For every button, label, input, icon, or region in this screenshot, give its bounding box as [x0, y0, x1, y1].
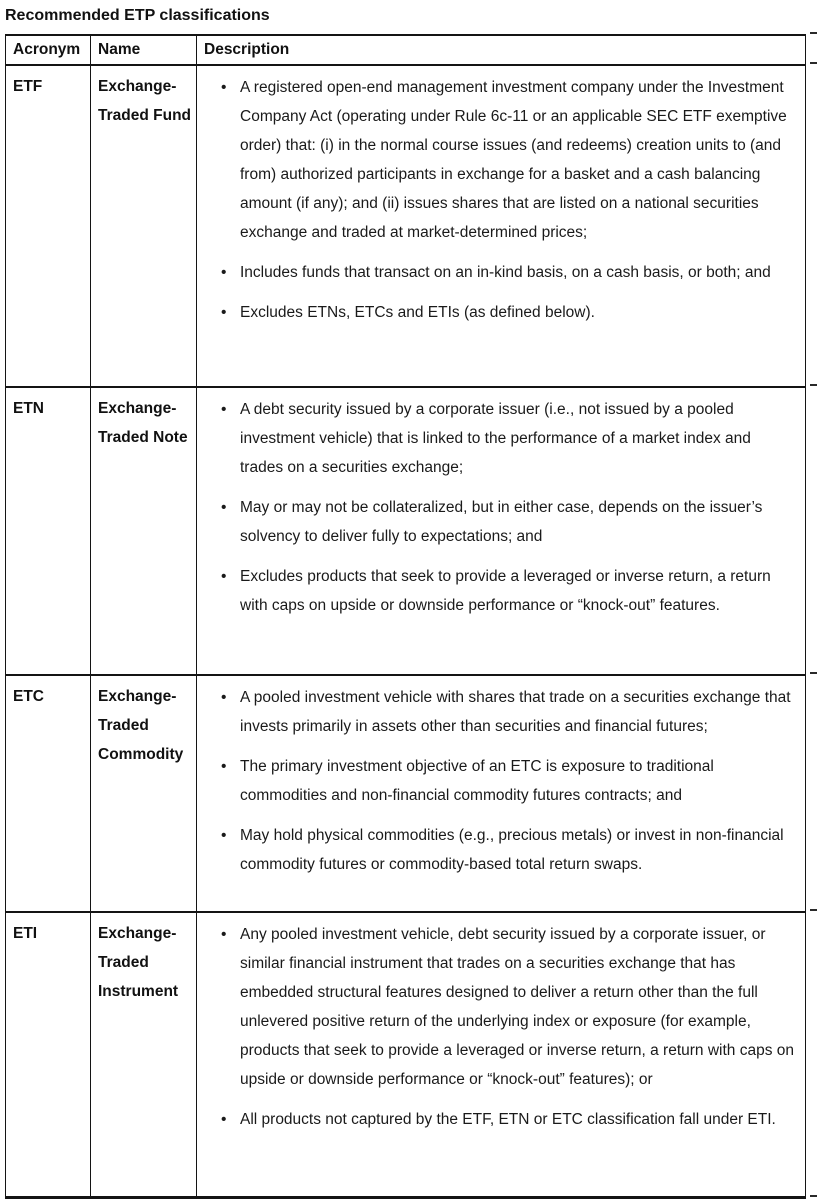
crop-artifact-tick: [810, 909, 817, 911]
bullet-point: • A debt security issued by a corporate issuer (i.e., not issued by a pooled investment vehicle) that is linked to the performance of a market index and trades on a securities exchange;: [204, 395, 797, 482]
crop-artifact-tick: [810, 32, 817, 34]
name-cell: Exchange-Traded Fund: [91, 65, 197, 387]
table-row-eti: [6, 912, 806, 1197]
acronym-cell: ETN: [6, 387, 91, 675]
header-cell-name: Name: [91, 35, 197, 65]
crop-artifact-tick: [810, 62, 817, 64]
bullet-point: • All products not captured by the ETF, ETN or ETC classification fall under ETI.: [204, 1105, 797, 1134]
description-cell: [197, 675, 806, 912]
bullet-point: • A registered open-end management investment company under the Investment Company Act (operating under Rule 6c-11 or an applicable SEC ETF exemptive order) that: (i) in the normal course issues (and redeems) creation units to (and from) authorized participants in exchange for a basket and a cash balancing amount (if any); and (ii) issues shares that are listed on a national securities exchange and traded at market-determined prices;: [204, 73, 797, 247]
bullet-point: • Excludes products that seek to provide a leveraged or inverse return, a return with caps on upside or downside performance or “knock-out” features.: [204, 562, 797, 620]
bullet-point: • A pooled investment vehicle with shares that trade on a securities exchange that invests primarily in assets other than securities and financial futures;: [204, 683, 797, 741]
crop-artifact-tick: [810, 1195, 817, 1197]
bullet-point: • Excludes ETNs, ETCs and ETIs (as defined below).: [204, 298, 797, 327]
header-cell-acronym: Acronym: [6, 35, 91, 65]
crop-artifact-tick: [810, 384, 817, 386]
name-cell: Exchange-Traded Note: [91, 387, 197, 675]
name-cell: Exchange-Traded Commodity: [91, 675, 197, 912]
name-cell: Exchange-Traded Instrument: [91, 912, 197, 1197]
description-cell: [197, 65, 806, 387]
crop-artifact-tick: [810, 672, 817, 674]
bullet-point: • May hold physical commodities (e.g., precious metals) or invest in non-financial commodity futures or commodity-based total return swaps.: [204, 821, 797, 879]
description-cell: [197, 387, 806, 675]
page-title: Recommended ETP classifications: [5, 7, 270, 24]
table-header-row: [6, 35, 806, 65]
etp-classification-table: [5, 34, 806, 1199]
table-row-etc: [6, 675, 806, 912]
table-row-etf: [6, 65, 806, 387]
bullet-point: • Any pooled investment vehicle, debt security issued by a corporate issuer, or similar financial instrument that trades on a securities exchange that has embedded structural features designed to deliver a return other than the full unlevered positive return of the underlying index or exposure (for example, products that seek to provide a leveraged or inverse return, a return with caps on upside or downside performance or “knock-out” features); or: [204, 920, 797, 1094]
bullet-point: • The primary investment objective of an ETC is exposure to traditional commodities and non-financial commodity futures contracts; and: [204, 752, 797, 810]
acronym-cell: ETI: [6, 912, 91, 1197]
description-cell: [197, 912, 806, 1197]
table-row-etn: [6, 387, 806, 675]
header-cell-description: Description: [197, 35, 806, 65]
bullet-point: • May or may not be collateralized, but in either case, depends on the issuer’s solvency to deliver fully to expectations; and: [204, 493, 797, 551]
acronym-cell: ETF: [6, 65, 91, 387]
acronym-cell: ETC: [6, 675, 91, 912]
bullet-point: • Includes funds that transact on an in-kind basis, on a cash basis, or both; and: [204, 258, 797, 287]
